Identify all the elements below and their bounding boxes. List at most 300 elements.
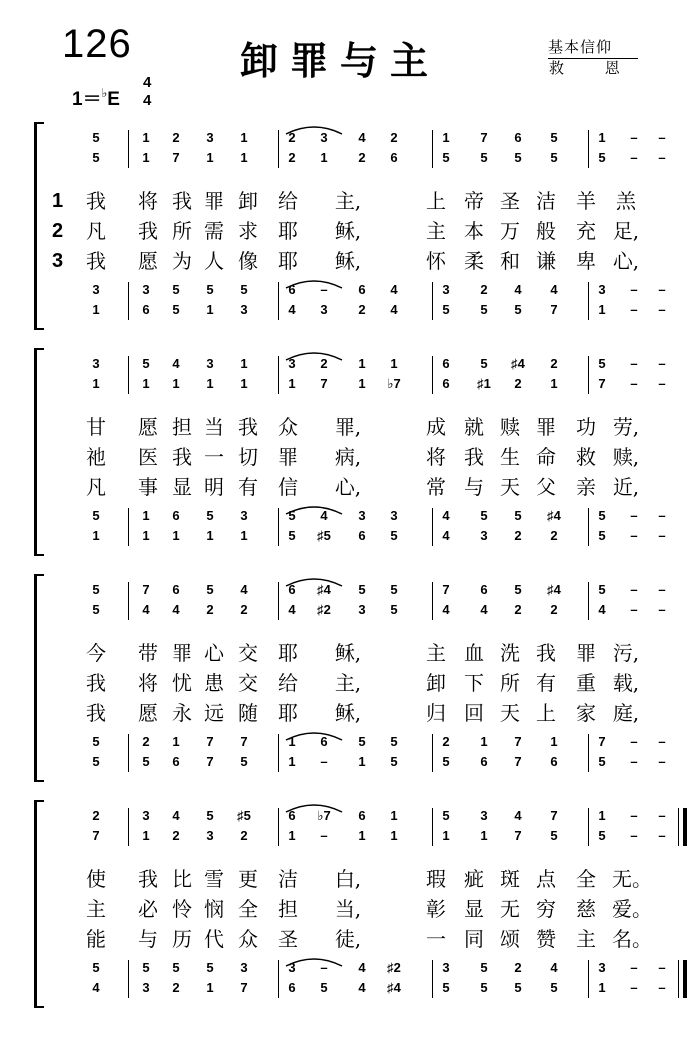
lyric-syllable: 就 xyxy=(464,415,484,439)
note: 1 xyxy=(320,150,328,165)
note: 5 xyxy=(598,582,606,597)
lyric-syllable: 救 xyxy=(576,445,596,469)
note: 5 xyxy=(390,602,398,617)
note: 1 xyxy=(142,130,150,145)
lyric-syllable: 一 xyxy=(426,927,446,951)
lyric-syllable: 万 xyxy=(500,219,520,243)
note: – xyxy=(630,828,638,843)
hymn-title: 卸罪与主 xyxy=(240,38,441,83)
note: 3 xyxy=(240,960,248,975)
lyric-syllable: 我 xyxy=(238,415,258,439)
note: – xyxy=(658,150,666,165)
system-bracket xyxy=(34,348,44,556)
note: – xyxy=(658,980,666,995)
slur-mark xyxy=(284,802,344,814)
note: 6 xyxy=(514,130,522,145)
note: – xyxy=(658,734,666,749)
lyric-syllable: 稣, xyxy=(334,219,362,243)
note: 5 xyxy=(598,508,606,523)
note: 6 xyxy=(142,302,150,317)
note: 7 xyxy=(550,808,558,823)
note: 1 xyxy=(390,828,398,843)
final-bar-thick xyxy=(683,808,687,846)
bass-line xyxy=(56,978,664,998)
note: 1 xyxy=(390,808,398,823)
note: 4 xyxy=(358,960,366,975)
note: – xyxy=(658,356,666,371)
note: 2 xyxy=(358,150,366,165)
note: – xyxy=(658,528,666,543)
note: – xyxy=(658,130,666,145)
note: 5 xyxy=(172,302,180,317)
lyric-syllable: 我 xyxy=(86,701,106,725)
note: 5 xyxy=(142,960,150,975)
note: 3 xyxy=(206,828,214,843)
lyric-syllable: 忧 xyxy=(172,671,192,695)
lyric-syllable: 彰 xyxy=(426,897,446,921)
note: – xyxy=(630,602,638,617)
lyric-syllable: 患 xyxy=(204,671,224,695)
note: 5 xyxy=(92,582,100,597)
note: 2 xyxy=(480,282,488,297)
note: 1 xyxy=(288,376,296,391)
lyric-syllable: 我 xyxy=(536,641,556,665)
note: 4 xyxy=(92,980,100,995)
lyric-syllable: 求 xyxy=(238,219,258,243)
note: 2 xyxy=(514,376,522,391)
lyric-syllable: 足, xyxy=(612,219,640,243)
lyric-syllable: 主 xyxy=(86,897,106,921)
verse-number: 2 xyxy=(52,220,64,242)
note: 6 xyxy=(358,808,366,823)
lyric-syllable: 为 xyxy=(172,249,192,273)
music-system xyxy=(34,574,670,782)
note: 5 xyxy=(92,734,100,749)
lyric-syllable: 代 xyxy=(204,927,224,951)
note: 7 xyxy=(442,582,450,597)
lyric-syllable: 罪 xyxy=(172,641,192,665)
lyric-syllable: 有 xyxy=(536,671,556,695)
note: 5 xyxy=(442,754,450,769)
note: 7 xyxy=(550,302,558,317)
note: – xyxy=(630,302,638,317)
lyric-syllable: 爱。 xyxy=(612,897,652,921)
slur-mark xyxy=(284,576,344,588)
time-signature xyxy=(143,74,151,110)
note: ♭7 xyxy=(387,376,401,391)
lyric-syllable: 甘 xyxy=(86,415,106,439)
note: 1 xyxy=(142,528,150,543)
note: 5 xyxy=(206,508,214,523)
note: – xyxy=(658,582,666,597)
note: 5 xyxy=(288,508,296,523)
lyric-syllable: 必 xyxy=(138,897,158,921)
lyric-syllable: 愿 xyxy=(138,415,158,439)
bass-line xyxy=(56,300,664,320)
alto-line xyxy=(56,826,664,846)
note: 4 xyxy=(514,282,522,297)
note: 5 xyxy=(172,282,180,297)
note: 5 xyxy=(142,754,150,769)
lyric-syllable: 同 xyxy=(464,927,484,951)
note: 3 xyxy=(480,808,488,823)
note: 5 xyxy=(480,980,488,995)
lyric-syllable: 名。 xyxy=(612,927,652,951)
hymn-number: 126 xyxy=(62,22,132,66)
note: – xyxy=(630,582,638,597)
lyric-syllable: 与 xyxy=(464,475,484,499)
note: – xyxy=(658,828,666,843)
note: ♯4 xyxy=(547,582,561,597)
note: 5 xyxy=(514,302,522,317)
note: 7 xyxy=(206,734,214,749)
system-bracket xyxy=(34,800,44,1008)
slur-mark xyxy=(284,504,344,516)
note: 1 xyxy=(206,302,214,317)
note: 3 xyxy=(288,356,296,371)
lyric-syllable: 耶 xyxy=(278,219,298,243)
note: 7 xyxy=(206,754,214,769)
note: ♯5 xyxy=(317,528,331,543)
lyric-syllable: 主 xyxy=(426,219,446,243)
note: 3 xyxy=(390,508,398,523)
note: – xyxy=(630,754,638,769)
lyric-syllable: 更 xyxy=(238,867,258,891)
note: 1 xyxy=(598,130,606,145)
music-system xyxy=(34,800,670,1008)
note: 7 xyxy=(240,980,248,995)
lyric-syllable: 永 xyxy=(172,701,192,725)
lyric-syllable: 我 xyxy=(172,445,192,469)
note: 1 xyxy=(206,376,214,391)
note: 2 xyxy=(550,528,558,543)
note: 1 xyxy=(172,376,180,391)
note: 5 xyxy=(142,356,150,371)
lyric-syllable: 切 xyxy=(238,445,258,469)
lyric-syllable: 心, xyxy=(612,249,640,273)
lyric-syllable: 羔 xyxy=(616,189,636,213)
lyric-syllable: 污, xyxy=(612,641,640,665)
note: 3 xyxy=(240,508,248,523)
note: 5 xyxy=(442,302,450,317)
note: 6 xyxy=(358,282,366,297)
note: 3 xyxy=(358,508,366,523)
lyric-syllable: 怜 xyxy=(172,897,192,921)
note: 1 xyxy=(240,356,248,371)
system-bracket xyxy=(34,574,44,782)
lyric-syllable: 交 xyxy=(238,641,258,665)
note: 2 xyxy=(206,602,214,617)
lyric-syllable: 洁 xyxy=(536,189,556,213)
note: 4 xyxy=(358,980,366,995)
note: – xyxy=(320,828,328,843)
lyric-syllable: 生 xyxy=(500,445,520,469)
note: ♯2 xyxy=(317,602,331,617)
lyric-syllable: 天 xyxy=(500,701,520,725)
note: 5 xyxy=(514,980,522,995)
note: 2 xyxy=(172,828,180,843)
lyric-syllable: 显 xyxy=(172,475,192,499)
note: 3 xyxy=(358,602,366,617)
tenor-line xyxy=(56,280,664,300)
lyric-syllable: 担 xyxy=(278,897,298,921)
note: – xyxy=(658,754,666,769)
note: 4 xyxy=(288,302,296,317)
lyric-syllable: 稣, xyxy=(334,641,362,665)
lyric-syllable: 庭, xyxy=(612,701,640,725)
tenor-line xyxy=(56,506,664,526)
lower-staff xyxy=(56,732,664,772)
lyric-syllable: 凡 xyxy=(86,219,106,243)
note: ♯4 xyxy=(547,508,561,523)
lyric-syllable: 众 xyxy=(278,415,298,439)
note: – xyxy=(630,808,638,823)
note: 3 xyxy=(320,130,328,145)
note: 5 xyxy=(206,282,214,297)
lyric-syllable: 与 xyxy=(138,927,158,951)
lyric-syllable: 我 xyxy=(138,219,158,243)
note: – xyxy=(658,602,666,617)
note: 2 xyxy=(240,602,248,617)
note: 4 xyxy=(358,130,366,145)
note: 2 xyxy=(142,734,150,749)
note: 5 xyxy=(598,150,606,165)
note: 1 xyxy=(240,130,248,145)
note: 6 xyxy=(442,376,450,391)
lyric-syllable: 我 xyxy=(464,445,484,469)
lyric-syllable: 能 xyxy=(86,927,106,951)
note: 1 xyxy=(358,356,366,371)
lyric-syllable: 需 xyxy=(204,219,224,243)
lyric-syllable: 载, xyxy=(612,671,640,695)
note: 2 xyxy=(390,130,398,145)
lyric-syllable: 给 xyxy=(278,671,298,695)
lyric-syllable: 将 xyxy=(426,445,446,469)
note: 1 xyxy=(240,376,248,391)
note: 1 xyxy=(142,828,150,843)
lyric-syllable: 和 xyxy=(500,249,520,273)
lyric-syllable: 明 xyxy=(204,475,224,499)
lyric-syllable: 帝 xyxy=(464,189,484,213)
lyric-syllable: 所 xyxy=(500,671,520,695)
note: 5 xyxy=(480,508,488,523)
lyric-syllable: 罪 xyxy=(536,415,556,439)
note: 1 xyxy=(480,734,488,749)
note: 6 xyxy=(390,150,398,165)
note: 5 xyxy=(598,528,606,543)
note: 1 xyxy=(206,980,214,995)
time-top: 4 xyxy=(143,74,152,91)
note: 5 xyxy=(92,150,100,165)
note: – xyxy=(630,960,638,975)
upper-staff xyxy=(56,128,664,168)
note: 1 xyxy=(550,376,558,391)
lyric-syllable: 罪 xyxy=(576,641,596,665)
note: 1 xyxy=(358,828,366,843)
note: 5 xyxy=(92,754,100,769)
note: 6 xyxy=(288,980,296,995)
note: 2 xyxy=(550,356,558,371)
lyric-syllable: 悯 xyxy=(204,897,224,921)
lyric-syllable: 罪, xyxy=(334,415,362,439)
note: ♭7 xyxy=(317,808,331,823)
note: 1 xyxy=(358,754,366,769)
lyric-syllable: 像 xyxy=(238,249,258,273)
lower-staff xyxy=(56,280,664,320)
note: – xyxy=(658,376,666,391)
note: 5 xyxy=(172,960,180,975)
note: 5 xyxy=(320,980,328,995)
lyric-syllable: 医 xyxy=(138,445,158,469)
note: 6 xyxy=(442,356,450,371)
note: 4 xyxy=(550,960,558,975)
lyric-syllable: 愿 xyxy=(138,249,158,273)
alto-line xyxy=(56,374,664,394)
lyric-syllable: 祂 xyxy=(86,445,106,469)
lyric-syllable: 人 xyxy=(204,249,224,273)
note: 7 xyxy=(514,754,522,769)
note: 6 xyxy=(550,754,558,769)
note: 6 xyxy=(358,528,366,543)
tenor-line xyxy=(56,958,664,978)
note: 5 xyxy=(390,754,398,769)
lyric-syllable: 我 xyxy=(86,189,106,213)
slur-mark xyxy=(284,124,344,136)
lyric-syllable: 成 xyxy=(426,415,446,439)
note: 2 xyxy=(514,528,522,543)
lyric-syllable: 事 xyxy=(138,475,158,499)
note: 3 xyxy=(92,356,100,371)
note: 3 xyxy=(142,808,150,823)
note: 7 xyxy=(514,734,522,749)
soprano-line xyxy=(56,580,664,600)
note: – xyxy=(320,960,328,975)
note: 6 xyxy=(172,754,180,769)
note: 4 xyxy=(390,282,398,297)
note: 4 xyxy=(480,602,488,617)
category-label xyxy=(548,38,638,78)
note: 5 xyxy=(206,582,214,597)
note: ♯4 xyxy=(511,356,525,371)
note: 7 xyxy=(598,734,606,749)
lyric-syllable: 主 xyxy=(576,927,596,951)
lyric-syllable: 天 xyxy=(500,475,520,499)
time-bottom: 4 xyxy=(143,92,152,109)
slur-mark xyxy=(284,730,344,742)
note: – xyxy=(658,808,666,823)
lyric-syllable: 历 xyxy=(172,927,192,951)
note: 6 xyxy=(172,508,180,523)
note: – xyxy=(630,282,638,297)
note: 6 xyxy=(172,582,180,597)
lyric-syllable: 主, xyxy=(334,671,362,695)
note: 2 xyxy=(320,356,328,371)
note: 3 xyxy=(442,282,450,297)
lyric-syllable: 徒, xyxy=(334,927,362,951)
note: 1 xyxy=(92,376,100,391)
lyric-syllable: 雪 xyxy=(204,867,224,891)
note: 6 xyxy=(480,754,488,769)
note: 3 xyxy=(288,960,296,975)
lyric-syllable: 远 xyxy=(204,701,224,725)
note: 3 xyxy=(480,528,488,543)
note: 5 xyxy=(550,130,558,145)
note: – xyxy=(630,508,638,523)
lyric-syllable: 白, xyxy=(334,867,362,891)
bass-line xyxy=(56,752,664,772)
lyric-syllable: 我 xyxy=(172,189,192,213)
note: 3 xyxy=(240,302,248,317)
lyric-syllable: 柔 xyxy=(464,249,484,273)
note: – xyxy=(658,302,666,317)
lyric-syllable: 赎 xyxy=(500,415,520,439)
lyric-syllable: 卑 xyxy=(576,249,596,273)
note: 5 xyxy=(92,602,100,617)
alto-line xyxy=(56,148,664,168)
note: 2 xyxy=(172,980,180,995)
note: 3 xyxy=(206,356,214,371)
lyric-syllable: 穷 xyxy=(536,897,556,921)
soprano-line xyxy=(56,806,664,826)
note: – xyxy=(630,376,638,391)
category-sub: 救 恩 xyxy=(549,59,638,77)
lyric-syllable: 父 xyxy=(536,475,556,499)
note: 1 xyxy=(240,150,248,165)
note: 1 xyxy=(206,528,214,543)
lyric-syllable: 洗 xyxy=(500,641,520,665)
note: 6 xyxy=(288,808,296,823)
note: 5 xyxy=(358,582,366,597)
lyric-syllable: 将 xyxy=(138,189,158,213)
lyric-syllable: 全 xyxy=(238,897,258,921)
soprano-line xyxy=(56,128,664,148)
note: 5 xyxy=(92,508,100,523)
music-system xyxy=(34,348,670,556)
verse-number: 1 xyxy=(52,190,64,212)
lyric-syllable: 担 xyxy=(172,415,192,439)
soprano-line xyxy=(56,354,664,374)
note: 4 xyxy=(320,508,328,523)
note: – xyxy=(658,282,666,297)
lyric-syllable: 病, xyxy=(334,445,362,469)
note: 5 xyxy=(480,356,488,371)
note: 5 xyxy=(92,130,100,145)
lyric-syllable: 罪 xyxy=(204,189,224,213)
lyric-syllable: 耶 xyxy=(278,641,298,665)
lyric-syllable: 有 xyxy=(238,475,258,499)
slur-mark xyxy=(284,350,344,362)
note: 5 xyxy=(514,582,522,597)
note: 1 xyxy=(390,356,398,371)
note: 7 xyxy=(480,130,488,145)
note: – xyxy=(630,734,638,749)
lyric-syllable: 当, xyxy=(334,897,362,921)
lyric-syllable: 劳, xyxy=(612,415,640,439)
category-main: 基本信仰 xyxy=(548,38,638,59)
note: 6 xyxy=(288,282,296,297)
note: 2 xyxy=(514,602,522,617)
lyric-syllable: 给 xyxy=(278,189,298,213)
tenor-line xyxy=(56,732,664,752)
lyric-syllable: 稣, xyxy=(334,249,362,273)
lyric-syllable: 心 xyxy=(204,641,224,665)
lyric-syllable: 归 xyxy=(426,701,446,725)
lyric-syllable: 功 xyxy=(576,415,596,439)
lyric-syllable: 赎, xyxy=(612,445,640,469)
note: 6 xyxy=(480,582,488,597)
lyric-syllable: 主 xyxy=(426,641,446,665)
lyric-syllable: 斑 xyxy=(500,867,520,891)
